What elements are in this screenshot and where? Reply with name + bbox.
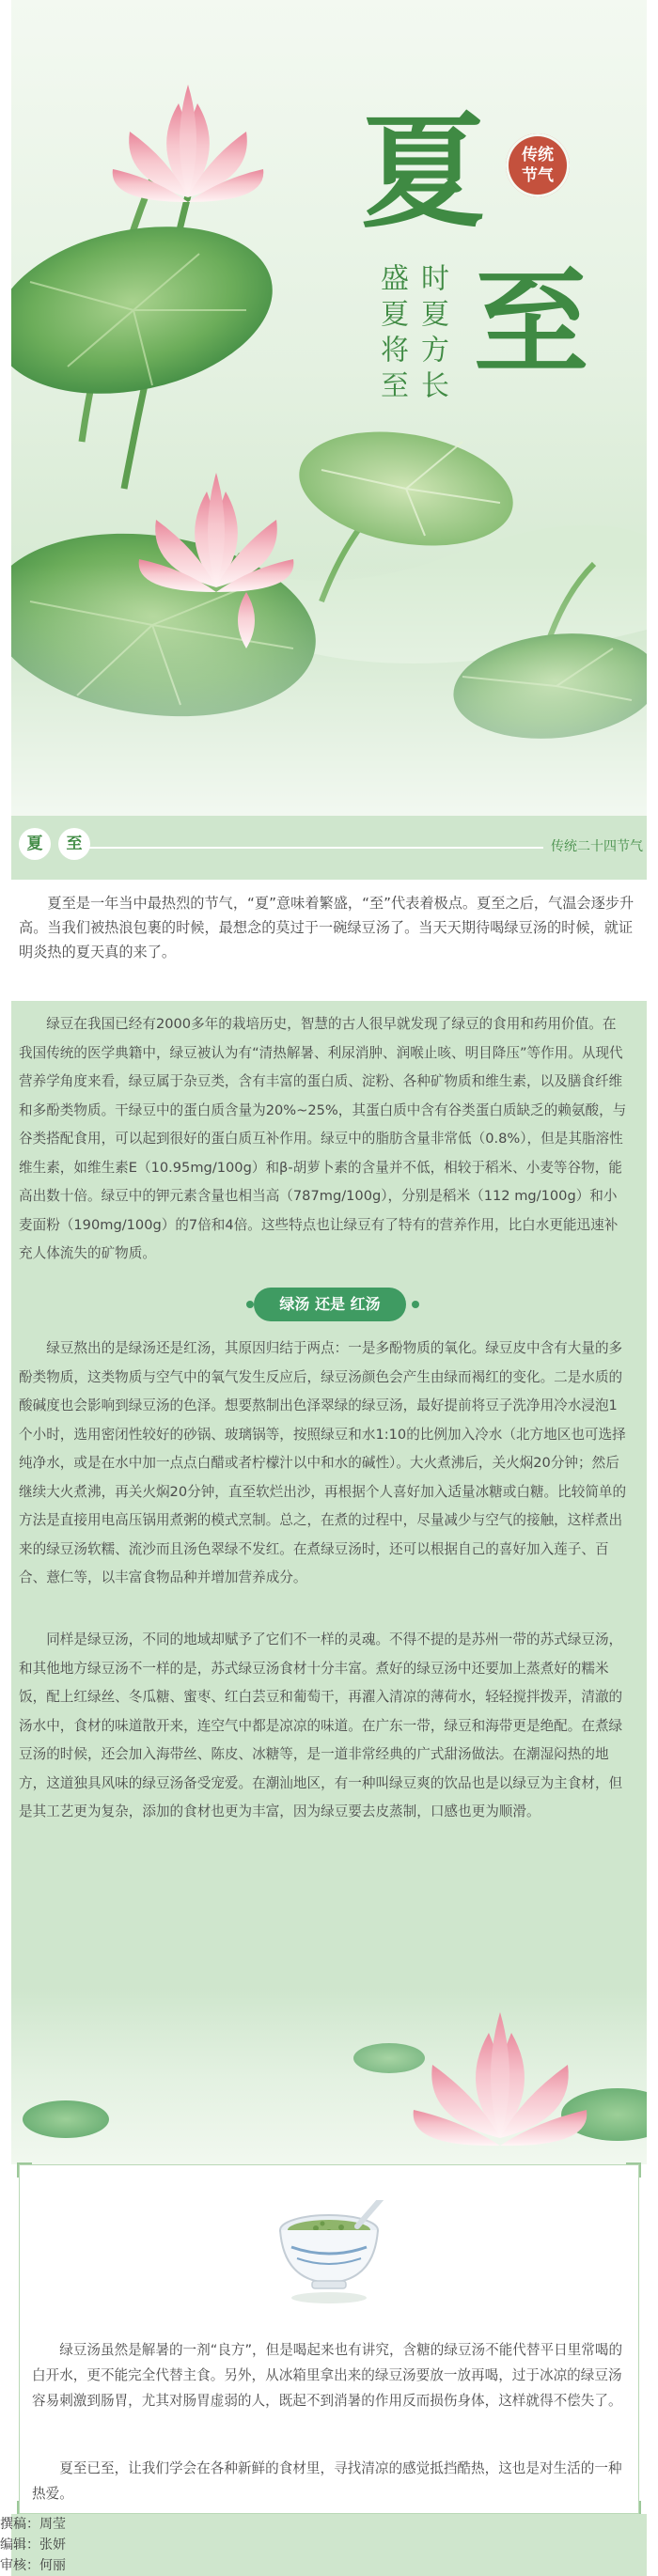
card-corner <box>626 2162 641 2178</box>
solar-term-tag: 传统二十四节气 <box>551 839 643 854</box>
regional-soup-paragraph: 同样是绿豆汤，不同的地域却赋予了它们不一样的灵魂。不得不提的是苏州一带的苏式绿豆汤，和其他地方绿豆汤不一样的是，苏式绿豆汤食材十分丰富。煮好的绿豆汤中还要加上蒸煮好的糯米饭，配上红绿丝、冬瓜糖、蜜枣、红白芸豆和葡萄干，再濯入清凉的薄荷水，轻轻搅拌拨弄，清澈的汤水中，食材的味道散开来，连空气中都是凉凉的味道。在广东一带，绿豆和海带更是绝配。在煮绿豆汤的时候，还会加入海带丝、陈皮、冰糖等，是一道非常经典的广式甜汤做法。在潮湿闷热的地方，这道独具风味的绿豆汤备受宠爱。在潮汕地区，有一种叫绿豆爽的饮品也是以绿豆为主食材，但是其工艺更为复杂，添加的食材也更为丰富，因为绿豆要去皮蒸制，口感也更为顺滑。 <box>19 1631 623 1819</box>
nutrition-paragraph: 绿豆在我国已经有2000多年的栽培历史，智慧的古人很早就发现了绿豆的食用和药用价值。在我国传统的医学典籍中，绿豆被认为有“清热解暑、利尿消肿、润喉止咳、明目降压”等作用。从现代营养学角度来看，绿豆属于杂豆类，含有丰富的蛋白质、淀粉、各种矿物质和维生素，以及膳食纤维和多酚类物质。干绿豆中的蛋白质含量为20%~25%，其蛋白质中含有谷类蛋白质缺乏的赖氨酸，与谷类搭配食用，可以起到很好的蛋白质互补作用。绿豆中的脂肪含量非常低（0.8%），但是其脂溶性维生素，如维生素E（10.95mg/100g）和β-胡萝卜素的含量并不低，相较于稻米、小麦等谷物，能高出数十倍。绿豆中的钾元素含量也相当高（787mg/100g），分别是稻米（112 mg/100g）和小麦面粉（190mg/100g）的7倍和4倍。这些特点也让绿豆有了特有的营养作用，比白水更能迅速补充人体流失的矿物质。 <box>19 1016 627 1261</box>
hero-char-zhi: 至 <box>474 255 588 390</box>
solar-term-title-bar <box>11 816 647 880</box>
credit-editor: 编辑：张妍 <box>0 2537 66 2553</box>
section-heading-pill: 绿汤 还是 红汤 <box>254 1288 406 1321</box>
tips-card <box>19 2164 639 2514</box>
traditional-festival-seal <box>506 133 570 197</box>
lotus-illustration <box>11 0 647 816</box>
title-bar-divider <box>88 847 543 849</box>
hero-char-xia: 夏 <box>361 100 485 245</box>
intro-paragraph: 夏至是一年当中最热烈的节气，“夏”意味着繁盛，“至”代表着极点。夏至之后，气温会逐步升高。当我们被热浪包裹的时候，最想念的莫过于一碗绿豆汤了。当天天期待喝绿豆汤的时候，就证明炎热的夏天真的来了。 <box>19 895 634 960</box>
mung-bean-soup-bowl-icon <box>271 2200 387 2311</box>
card-corner <box>17 2162 32 2178</box>
green-or-red-soup-paragraph: 绿豆熬出的是绿汤还是红汤，其原因归结于两点：一是多酚物质的氧化。绿豆皮中含有大量的多酚类物质，这类物质与空气中的氧气发生反应后，绿豆汤颜色会产生由绿而褐红的变化。二是水质的酸碱度也会影响到绿豆汤的色泽。想要熬制出色泽翠绿的绿豆汤，最好提前将豆子洗净用冷水浸泡1个小时，选用密闭性较好的砂锅、玻璃锅等，按照绿豆和水1:10的比例加入冷水（北方地区也可选择纯净水，或是在水中加一点点白醋或者柠檬汁以中和水的碱性）。大火煮沸后，关火焖20分钟；然后继续大火煮沸，再关火焖20分钟，直至软烂出沙，再根据个人喜好加入适量冰糖或白糖。比较简单的方法是直接用电高压锅用煮粥的模式烹制。总之，在煮的过程中，尽量减少与空气的接触，这样煮出来的绿豆汤软糯、流沙而且汤色翠绿不发红。在煮绿豆汤时，还可以根据自己的喜好加入莲子、百合、薏仁等，以丰富食物品种并增加营养成分。 <box>19 1340 627 1585</box>
seal-line-2: 节气 <box>522 166 554 185</box>
credits-footer <box>11 2514 647 2576</box>
poem-column-1: 时夏方长 <box>415 263 448 406</box>
pill-dot-left <box>246 1301 254 1308</box>
title-char-zhi: 至 <box>58 828 90 860</box>
credit-reviewer: 审核：何丽 <box>0 2558 66 2573</box>
seal-line-1: 传统 <box>522 146 554 164</box>
title-char-xia: 夏 <box>19 828 51 860</box>
credit-writer: 撰稿：周莹 <box>0 2517 66 2532</box>
card-paragraph-closing: 夏至已至，让我们学会在各种新鲜的食材里，寻找清凉的感觉抵挡酷热，这也是对生活的一种热爱。 <box>32 2460 622 2502</box>
poem-column-2: 盛夏将至 <box>375 263 408 406</box>
hero-banner <box>11 0 647 816</box>
pill-dot-right <box>412 1301 419 1308</box>
card-paragraph-caution: 绿豆汤虽然是解暑的一剂“良方”，但是喝起来也有讲究，含糖的绿豆汤不能代替平日里常喝的白开水，更不能完全代替主食。另外，从冰箱里拿出来的绿豆汤要放一放再喝，过于冰凉的绿豆汤容易刺激到肠胃，尤其对肠胃虚弱的人，既起不到消暑的作用反而损伤身体，这样就得不偿失了。 <box>32 2342 623 2409</box>
